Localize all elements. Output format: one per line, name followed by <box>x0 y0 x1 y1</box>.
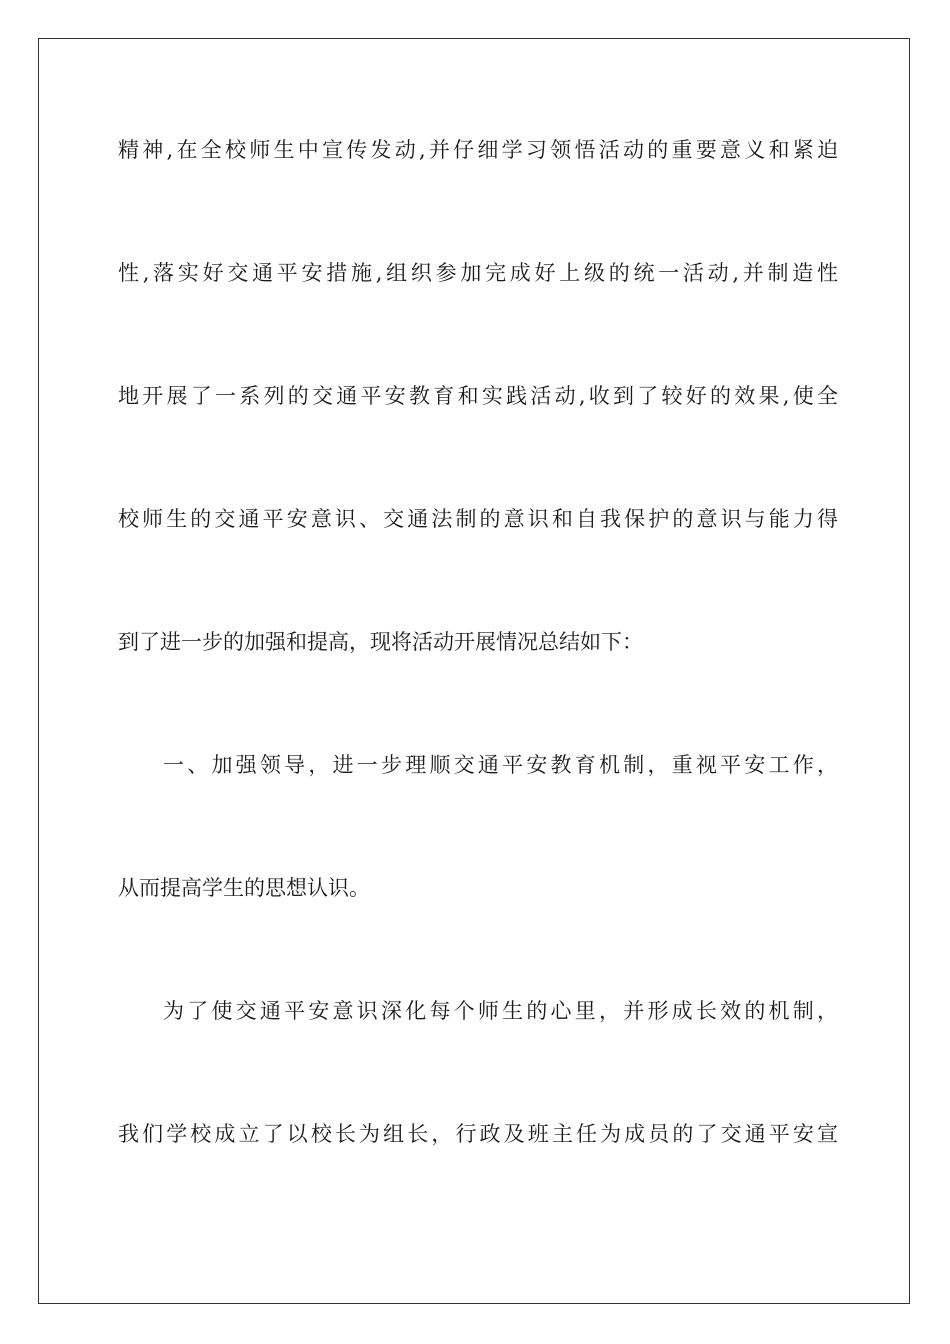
page-border <box>38 38 910 1304</box>
body-text-line-5: 到了进一步的加强和提高，现将活动开展情况总结如下： <box>118 630 643 654</box>
body-text-line-4: 校师生的交通平安意识、交通法制的意识和自我保护的意识与能力得 <box>118 507 838 531</box>
body-text-line-1: 精神,在全校师生中宣传发动,并仔细学习领悟活动的重要意义和紧迫 <box>118 138 838 162</box>
body-text-line-3: 地开展了一系列的交通平安教育和实践活动,收到了较好的效果,使全 <box>118 384 838 408</box>
section-heading-1-continued: 从而提高学生的思想认识。 <box>118 876 370 900</box>
paragraph-line-2: 我们学校成立了以校长为组长，行政及班主任为成员的了交通平安宣 <box>118 1122 838 1146</box>
body-text-line-2: 性,落实好交通平安措施,组织参加完成好上级的统一活动,并制造性 <box>118 261 838 285</box>
section-heading-1: 一、加强领导，进一步理顺交通平安教育机制，重视平安工作， <box>163 753 838 777</box>
paragraph-start-line: 为了使交通平安意识深化每个师生的心里，并形成长效的机制， <box>163 999 838 1023</box>
